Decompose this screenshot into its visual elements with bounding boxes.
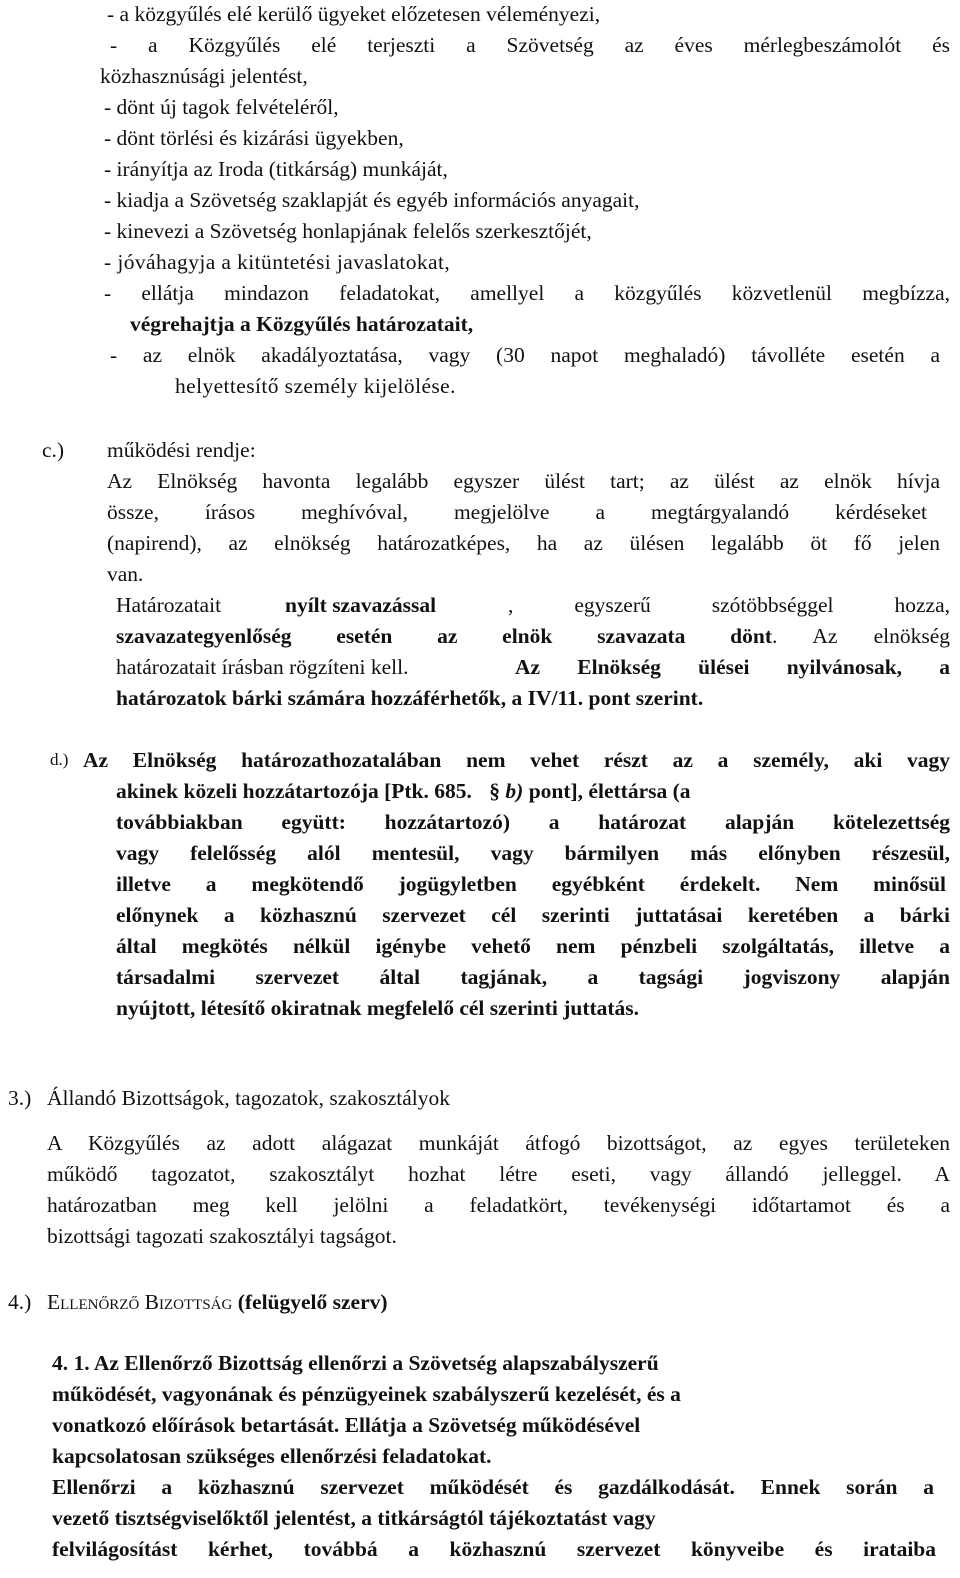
- subsection-heading: működési rendje:: [107, 438, 256, 462]
- paragraph-line: bizottsági tagozati szakosztályi tagságot.: [47, 1224, 397, 1248]
- section-symbol: §: [489, 779, 501, 803]
- bold-paragraph-line: vagy felelősség alól mentesül, vagy bármilyen más előnyben részesül,: [116, 841, 950, 865]
- bold-paragraph-line: vonatkozó előírások betartását. Ellátja a Szövetség működésével: [52, 1413, 641, 1437]
- paragraph-line-start: határozatait írásban rögzíteni kell.: [116, 655, 409, 679]
- duty-line-bold: végrehajtja a Közgyűlés határozatait,: [130, 312, 474, 336]
- paragraph-line: Az Elnökség havonta legalább egyszer ülést tart; az ülést az elnök hívja: [107, 469, 940, 493]
- duty-line: - jóváhagyja a kitüntetési javaslatokat,: [104, 250, 451, 274]
- duty-line: - dönt törlési és kizárási ügyekben,: [104, 126, 404, 150]
- bold-paragraph-line: működését, vagyonának és pénzügyeinek szabályszerű kezelését, és a: [52, 1382, 681, 1406]
- bold-paragraph-line: akinek közeli hozzátartozója [Ptk. 685. § b) pont], élettársa (a: [116, 779, 691, 803]
- bold-paragraph-line: vezető tisztségviselőktől jelentést, a titkárságtól tájékoztatást vagy: [52, 1506, 656, 1530]
- paragraph-line-end: . Az elnökség: [772, 624, 950, 648]
- section-heading-3: Állandó Bizottságok, tagozatok, szakosztályok: [47, 1086, 451, 1110]
- duty-line: - dönt új tagok felvételéről,: [104, 95, 339, 119]
- bold-paragraph-line: továbbiakban együtt: hozzátartozó) a határozat alapján kötelezettség: [116, 810, 950, 834]
- duty-line: - kinevezi a Szövetség honlapjának felelős szerkesztőjét,: [104, 219, 592, 243]
- bold-paragraph-line: 4. 1. Az Ellenőrző Bizottság ellenőrzi a Szövetség alapszabályszerű: [52, 1351, 659, 1375]
- paragraph-line-end: , egyszerű szótöbbséggel hozza,: [508, 593, 950, 617]
- section-number-4: 4.): [8, 1290, 32, 1314]
- paragraph-line: (napirend), az elnökség határozatképes, ha az ülésen legalább öt fő jelen: [107, 531, 940, 555]
- paragraph-line: működő tagozatot, szakosztályt hozhat létre eseti, vagy állandó jelleggel. A: [47, 1162, 950, 1186]
- duty-line: közhasznúsági jelentést,: [100, 64, 308, 88]
- emphasis-text: Az Elnökség ülései nyilvánosak, a: [515, 655, 950, 679]
- paragraph-line: határozatban meg kell jelölni a feladatkört, tevékenységi időtartamot és a: [47, 1193, 950, 1217]
- paragraph-line: össze, írásos meghívóval, megjelölve a megtárgyalandó kérdéseket: [107, 500, 927, 524]
- duty-line: - a közgyűlés elé kerülő ügyeket előzetesen véleményezi,: [107, 2, 601, 26]
- bold-paragraph-line: társadalmi szervezet által tagjának, a tagsági jogviszony alapján: [116, 965, 950, 989]
- paragraph-line: van.: [107, 562, 144, 586]
- duty-line: - irányítja az Iroda (titkárság) munkáját,: [104, 157, 448, 181]
- section-heading-4: Ellenőrző Bizottság (felügyelő szerv): [47, 1290, 388, 1314]
- bold-paragraph-line: Az Elnökség határozathozatalában nem vehet részt az a személy, aki vagy: [83, 748, 950, 772]
- duty-line: - ellátja mindazon feladatokat, amellyel a közgyűlés közvetlenül megbízza,: [104, 281, 950, 305]
- bold-paragraph-line: illetve a megkötendő jogügyletben egyébként érdekelt. Nem minősül: [116, 872, 946, 896]
- duty-line: - kiadja a Szövetség szaklapját és egyéb információs anyagait,: [104, 188, 640, 212]
- bold-paragraph-line: nyújtott, létesítő okiratnak megfelelő cél szerinti juttatás.: [116, 996, 640, 1020]
- bold-paragraph-line: előnynek a közhasznú szervezet cél szerinti juttatásai keretében a bárki: [116, 903, 950, 927]
- duty-line: - a Közgyűlés elé terjeszti a Szövetség az éves mérlegbeszámolót és: [110, 33, 950, 57]
- duty-line: - az elnök akadályoztatása, vagy (30 napot meghaladó) távolléte esetén a: [110, 343, 940, 367]
- emphasis-text: nyílt szavazással: [285, 593, 437, 617]
- section-marker-c: c.): [42, 438, 65, 462]
- section-marker-d: d.): [50, 750, 69, 769]
- section-number-3: 3.): [8, 1086, 32, 1110]
- paragraph-line-start: Határozatait: [116, 593, 222, 617]
- bold-paragraph-line: felvilágosítást kérhet, továbbá a közhasznú szervezet könyveibe és irataiba: [52, 1537, 936, 1561]
- emphasis-text: határozatok bárki számára hozzáférhetők, a IV/11. pont szerint.: [116, 686, 704, 710]
- bold-paragraph-line: által megkötés nélkül igénybe vehető nem pénzbeli szolgáltatás, illetve a: [116, 934, 950, 958]
- bold-paragraph-line: Ellenőrzi a közhasznú szervezet működését és gazdálkodását. Ennek során a: [52, 1475, 934, 1499]
- paragraph-line: A Közgyűlés az adott alágazat munkáját átfogó bizottságot, az egyes területeken: [47, 1131, 950, 1155]
- bold-paragraph-line: kapcsolatosan szükséges ellenőrzési feladatokat.: [52, 1444, 492, 1468]
- emphasis-text: szavazategyenlőség esetén az elnök szavazata dönt: [116, 624, 772, 648]
- duty-line: helyettesítő személy kijelölése.: [175, 374, 456, 398]
